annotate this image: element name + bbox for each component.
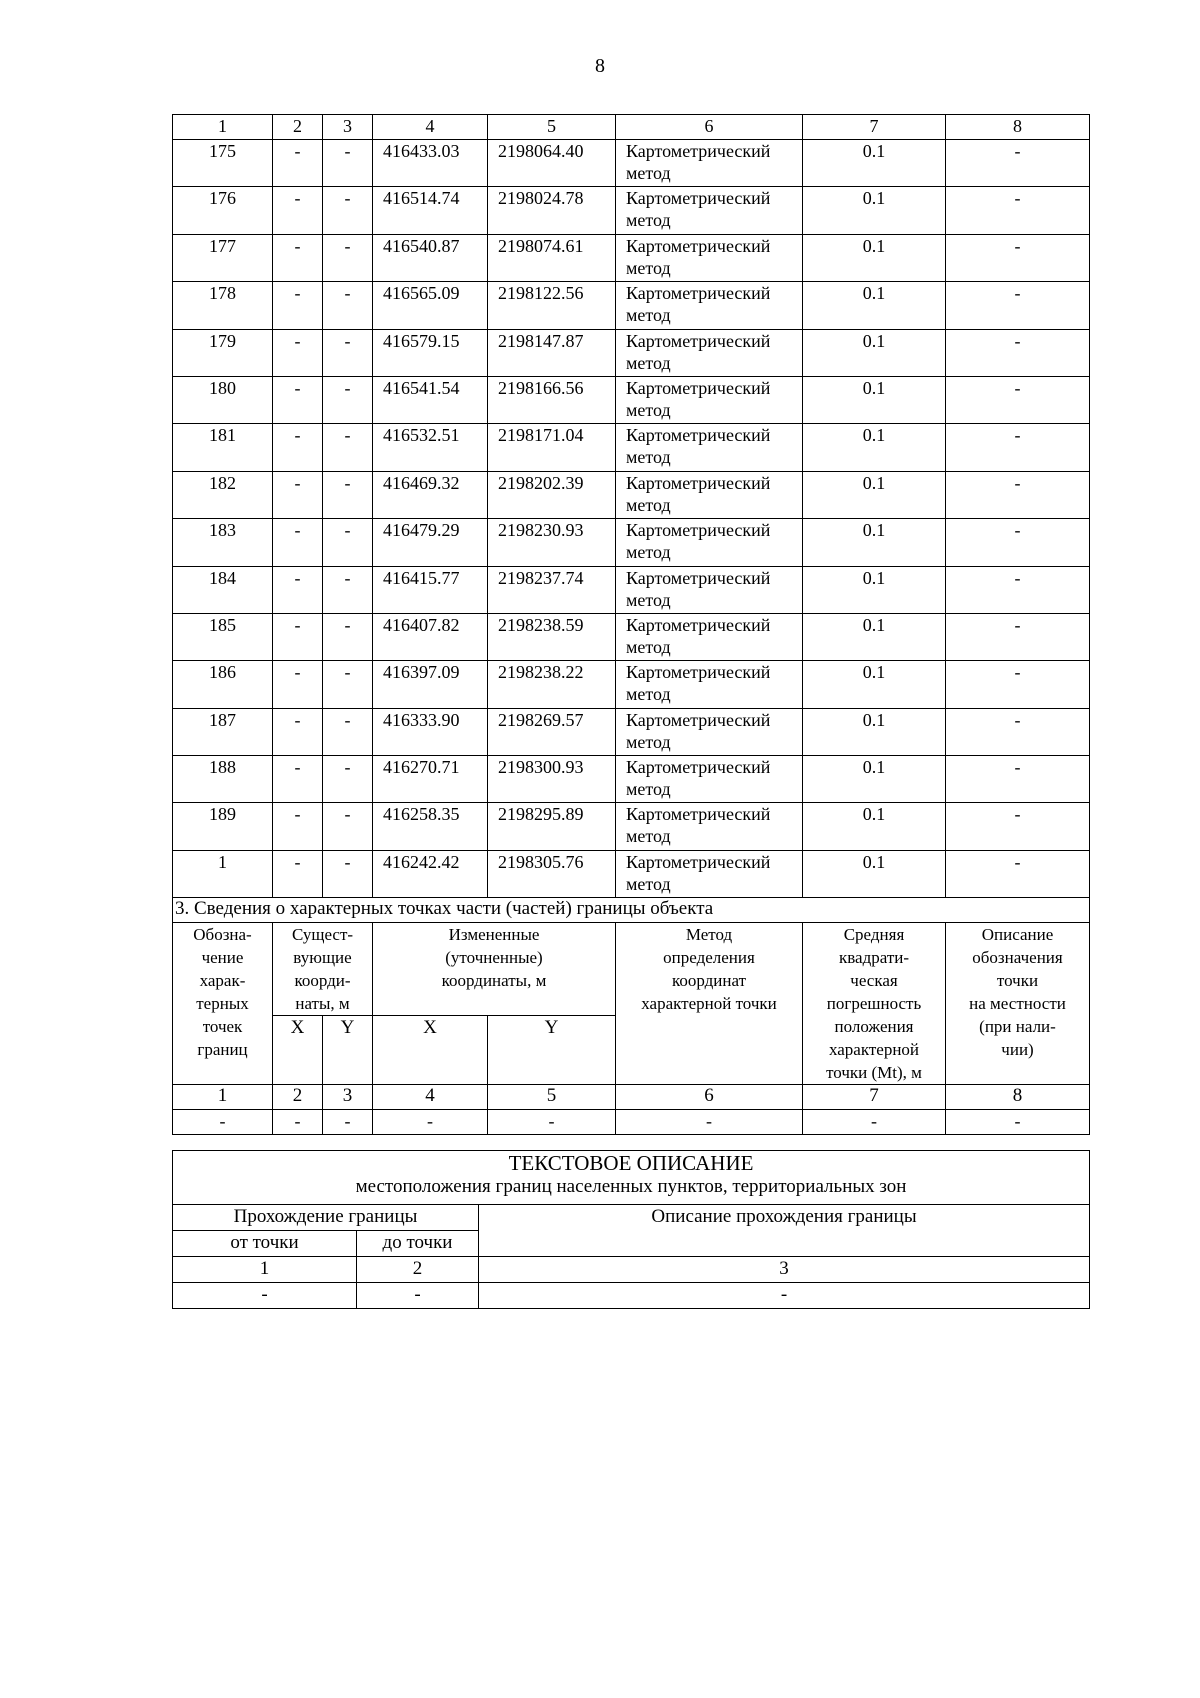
empty-cell: - xyxy=(323,1110,373,1135)
point-description: - xyxy=(946,708,1090,755)
x-coordinate: 416514.74 xyxy=(373,187,488,234)
empty-cell: - xyxy=(803,1110,946,1135)
x-coordinate: 416565.09 xyxy=(373,282,488,329)
x-coordinate: 416479.29 xyxy=(373,519,488,566)
existing-y: - xyxy=(323,424,373,471)
passage-description-header: Описание прохождения границы xyxy=(479,1205,1090,1257)
table-row xyxy=(173,756,1090,803)
method: Картометрический метод xyxy=(616,471,803,518)
existing-x: - xyxy=(273,424,323,471)
point-number: 175 xyxy=(173,140,273,187)
accuracy: 0.1 xyxy=(803,424,946,471)
empty-cell: - xyxy=(488,1110,616,1135)
existing-y: - xyxy=(323,282,373,329)
existing-x: - xyxy=(273,471,323,518)
point-description: - xyxy=(946,566,1090,613)
empty-cell: - xyxy=(173,1283,357,1309)
point-number: 184 xyxy=(173,566,273,613)
accuracy: 0.1 xyxy=(803,566,946,613)
point-description: - xyxy=(946,661,1090,708)
y-coordinate: 2198024.78 xyxy=(488,187,616,234)
x-coordinate: 416242.42 xyxy=(373,850,488,897)
section3-title-row xyxy=(173,898,1090,923)
column-number: 6 xyxy=(616,115,803,140)
header-accuracy: Средняя квадрати- ческая погрешность положения характерной точки (Mt), м xyxy=(803,923,946,1085)
method: Картометрический метод xyxy=(616,661,803,708)
boundary-passage-header: Прохождение границы xyxy=(173,1205,479,1231)
existing-y: - xyxy=(323,803,373,850)
point-description: - xyxy=(946,850,1090,897)
existing-y: - xyxy=(323,613,373,660)
accuracy: 0.1 xyxy=(803,850,946,897)
x-coordinate: 416579.15 xyxy=(373,329,488,376)
y-coordinate: 2198295.89 xyxy=(488,803,616,850)
existing-y: - xyxy=(323,471,373,518)
empty-cell: - xyxy=(479,1283,1090,1309)
existing-y: - xyxy=(323,566,373,613)
y-coordinate: 2198300.93 xyxy=(488,756,616,803)
x-coordinate: 416407.82 xyxy=(373,613,488,660)
to-point-header: до точки xyxy=(357,1231,479,1257)
point-description: - xyxy=(946,519,1090,566)
empty-cell: - xyxy=(373,1110,488,1135)
existing-x: - xyxy=(273,756,323,803)
point-number: 176 xyxy=(173,187,273,234)
accuracy: 0.1 xyxy=(803,708,946,755)
existing-x: - xyxy=(273,329,323,376)
point-number: 1 xyxy=(173,850,273,897)
existing-x: - xyxy=(273,187,323,234)
column-number: 3 xyxy=(323,115,373,140)
column-number: 3 xyxy=(479,1257,1090,1283)
column-number: 1 xyxy=(173,1257,357,1283)
table-row xyxy=(173,471,1090,518)
header-method: Метод определения координат характерной точки xyxy=(616,923,803,1085)
table-row xyxy=(173,613,1090,660)
x-coordinate: 416258.35 xyxy=(373,803,488,850)
header-changed-coords: Измененные (уточненные) координаты, м xyxy=(373,923,616,1016)
point-number: 178 xyxy=(173,282,273,329)
column-number: 4 xyxy=(373,1085,488,1110)
y-coordinate: 2198238.22 xyxy=(488,661,616,708)
column-number: 8 xyxy=(946,1085,1090,1110)
existing-x: - xyxy=(273,234,323,281)
existing-x: - xyxy=(273,140,323,187)
section3-title: 3. Сведения о характерных точках части (частей) границы объекта xyxy=(173,898,1090,923)
table-row xyxy=(173,803,1090,850)
accuracy: 0.1 xyxy=(803,376,946,423)
point-number: 177 xyxy=(173,234,273,281)
text-column-number-row xyxy=(173,1257,1090,1283)
section3-empty-row xyxy=(173,1110,1090,1135)
method: Картометрический метод xyxy=(616,566,803,613)
existing-y: - xyxy=(323,756,373,803)
point-description: - xyxy=(946,187,1090,234)
y-coordinate: 2198230.93 xyxy=(488,519,616,566)
y-coordinate: 2198122.56 xyxy=(488,282,616,329)
method: Картометрический метод xyxy=(616,234,803,281)
existing-x: - xyxy=(273,376,323,423)
text-description-title-row xyxy=(173,1151,1090,1205)
accuracy: 0.1 xyxy=(803,187,946,234)
point-number: 179 xyxy=(173,329,273,376)
column-number: 2 xyxy=(273,115,323,140)
y-coordinate: 2198064.40 xyxy=(488,140,616,187)
existing-x: - xyxy=(273,519,323,566)
header-point-designation: Обозна- чение харак- терных точек границ xyxy=(173,923,273,1085)
table-row xyxy=(173,187,1090,234)
existing-x: - xyxy=(273,803,323,850)
table-row xyxy=(173,661,1090,708)
y-coordinate: 2198305.76 xyxy=(488,850,616,897)
point-number: 182 xyxy=(173,471,273,518)
y-coordinate: 2198238.59 xyxy=(488,613,616,660)
point-description: - xyxy=(946,471,1090,518)
section3-column-number-row xyxy=(173,1085,1090,1110)
header-existing-y: Y xyxy=(323,1016,373,1085)
method: Картометрический метод xyxy=(616,613,803,660)
text-empty-row xyxy=(173,1283,1090,1309)
existing-y: - xyxy=(323,234,373,281)
coordinates-table xyxy=(172,114,1090,1135)
point-description: - xyxy=(946,756,1090,803)
point-number: 188 xyxy=(173,756,273,803)
point-description: - xyxy=(946,140,1090,187)
x-coordinate: 416540.87 xyxy=(373,234,488,281)
accuracy: 0.1 xyxy=(803,234,946,281)
accuracy: 0.1 xyxy=(803,756,946,803)
point-description: - xyxy=(946,329,1090,376)
table-row xyxy=(173,234,1090,281)
y-coordinate: 2198269.57 xyxy=(488,708,616,755)
column-number: 4 xyxy=(373,115,488,140)
column-number: 6 xyxy=(616,1085,803,1110)
column-number: 7 xyxy=(803,115,946,140)
column-number: 1 xyxy=(173,1085,273,1110)
existing-y: - xyxy=(323,661,373,708)
accuracy: 0.1 xyxy=(803,661,946,708)
method: Картометрический метод xyxy=(616,850,803,897)
page-number: 8 xyxy=(595,55,605,77)
accuracy: 0.1 xyxy=(803,519,946,566)
y-coordinate: 2198237.74 xyxy=(488,566,616,613)
point-number: 183 xyxy=(173,519,273,566)
method: Картометрический метод xyxy=(616,187,803,234)
point-description: - xyxy=(946,803,1090,850)
x-coordinate: 416532.51 xyxy=(373,424,488,471)
table-row xyxy=(173,376,1090,423)
point-number: 180 xyxy=(173,376,273,423)
header-existing-coords: Сущест- вующие коорди- наты, м xyxy=(273,923,373,1016)
point-description: - xyxy=(946,424,1090,471)
point-description: - xyxy=(946,234,1090,281)
method: Картометрический метод xyxy=(616,329,803,376)
table-row xyxy=(173,708,1090,755)
x-coordinate: 416415.77 xyxy=(373,566,488,613)
method: Картометрический метод xyxy=(616,708,803,755)
existing-y: - xyxy=(323,187,373,234)
table-row xyxy=(173,329,1090,376)
existing-y: - xyxy=(323,850,373,897)
existing-y: - xyxy=(323,140,373,187)
method: Картометрический метод xyxy=(616,803,803,850)
header-description: Описание обозначения точки на местности (при нали- чии) xyxy=(946,923,1090,1085)
existing-y: - xyxy=(323,519,373,566)
column-number: 7 xyxy=(803,1085,946,1110)
x-coordinate: 416397.09 xyxy=(373,661,488,708)
existing-y: - xyxy=(323,329,373,376)
table-row xyxy=(173,282,1090,329)
column-number: 8 xyxy=(946,115,1090,140)
y-coordinate: 2198147.87 xyxy=(488,329,616,376)
method: Картометрический метод xyxy=(616,519,803,566)
y-coordinate: 2198074.61 xyxy=(488,234,616,281)
method: Картометрический метод xyxy=(616,376,803,423)
existing-x: - xyxy=(273,613,323,660)
x-coordinate: 416270.71 xyxy=(373,756,488,803)
accuracy: 0.1 xyxy=(803,803,946,850)
column-number-row xyxy=(173,115,1090,140)
column-number: 1 xyxy=(173,115,273,140)
point-number: 187 xyxy=(173,708,273,755)
column-number: 2 xyxy=(273,1085,323,1110)
text-description-table xyxy=(172,1150,1090,1309)
x-coordinate: 416541.54 xyxy=(373,376,488,423)
x-coordinate: 416333.90 xyxy=(373,708,488,755)
text-description-title: ТЕКСТОВОЕ ОПИСАНИЕ xyxy=(508,1151,754,1175)
accuracy: 0.1 xyxy=(803,282,946,329)
section3-header-row xyxy=(173,923,1090,1016)
column-number: 2 xyxy=(357,1257,479,1283)
y-coordinate: 2198166.56 xyxy=(488,376,616,423)
method: Картометрический метод xyxy=(616,424,803,471)
point-description: - xyxy=(946,282,1090,329)
point-number: 185 xyxy=(173,613,273,660)
existing-y: - xyxy=(323,376,373,423)
existing-y: - xyxy=(323,708,373,755)
accuracy: 0.1 xyxy=(803,140,946,187)
y-coordinate: 2198202.39 xyxy=(488,471,616,518)
empty-cell: - xyxy=(273,1110,323,1135)
point-number: 189 xyxy=(173,803,273,850)
empty-cell: - xyxy=(616,1110,803,1135)
accuracy: 0.1 xyxy=(803,471,946,518)
empty-cell: - xyxy=(946,1110,1090,1135)
table-row xyxy=(173,140,1090,187)
accuracy: 0.1 xyxy=(803,613,946,660)
existing-x: - xyxy=(273,850,323,897)
table-row xyxy=(173,566,1090,613)
y-coordinate: 2198171.04 xyxy=(488,424,616,471)
table-row xyxy=(173,850,1090,897)
method: Картометрический метод xyxy=(616,140,803,187)
method: Картометрический метод xyxy=(616,756,803,803)
header-changed-x: X xyxy=(373,1016,488,1085)
header-existing-x: X xyxy=(273,1016,323,1085)
column-number: 5 xyxy=(488,115,616,140)
method: Картометрический метод xyxy=(616,282,803,329)
column-number: 3 xyxy=(323,1085,373,1110)
boundary-passage-row xyxy=(173,1205,1090,1231)
existing-x: - xyxy=(273,282,323,329)
point-number: 186 xyxy=(173,661,273,708)
accuracy: 0.1 xyxy=(803,329,946,376)
column-number: 5 xyxy=(488,1085,616,1110)
x-coordinate: 416469.32 xyxy=(373,471,488,518)
existing-x: - xyxy=(273,708,323,755)
text-description-subtitle: местоположения границ населенных пунктов, территориальных зон xyxy=(355,1176,907,1197)
header-changed-y: Y xyxy=(488,1016,616,1085)
point-description: - xyxy=(946,376,1090,423)
empty-cell: - xyxy=(173,1110,273,1135)
table-row xyxy=(173,519,1090,566)
existing-x: - xyxy=(273,566,323,613)
table-row xyxy=(173,424,1090,471)
from-point-header: от точки xyxy=(173,1231,357,1257)
x-coordinate: 416433.03 xyxy=(373,140,488,187)
point-description: - xyxy=(946,613,1090,660)
existing-x: - xyxy=(273,661,323,708)
empty-cell: - xyxy=(357,1283,479,1309)
point-number: 181 xyxy=(173,424,273,471)
